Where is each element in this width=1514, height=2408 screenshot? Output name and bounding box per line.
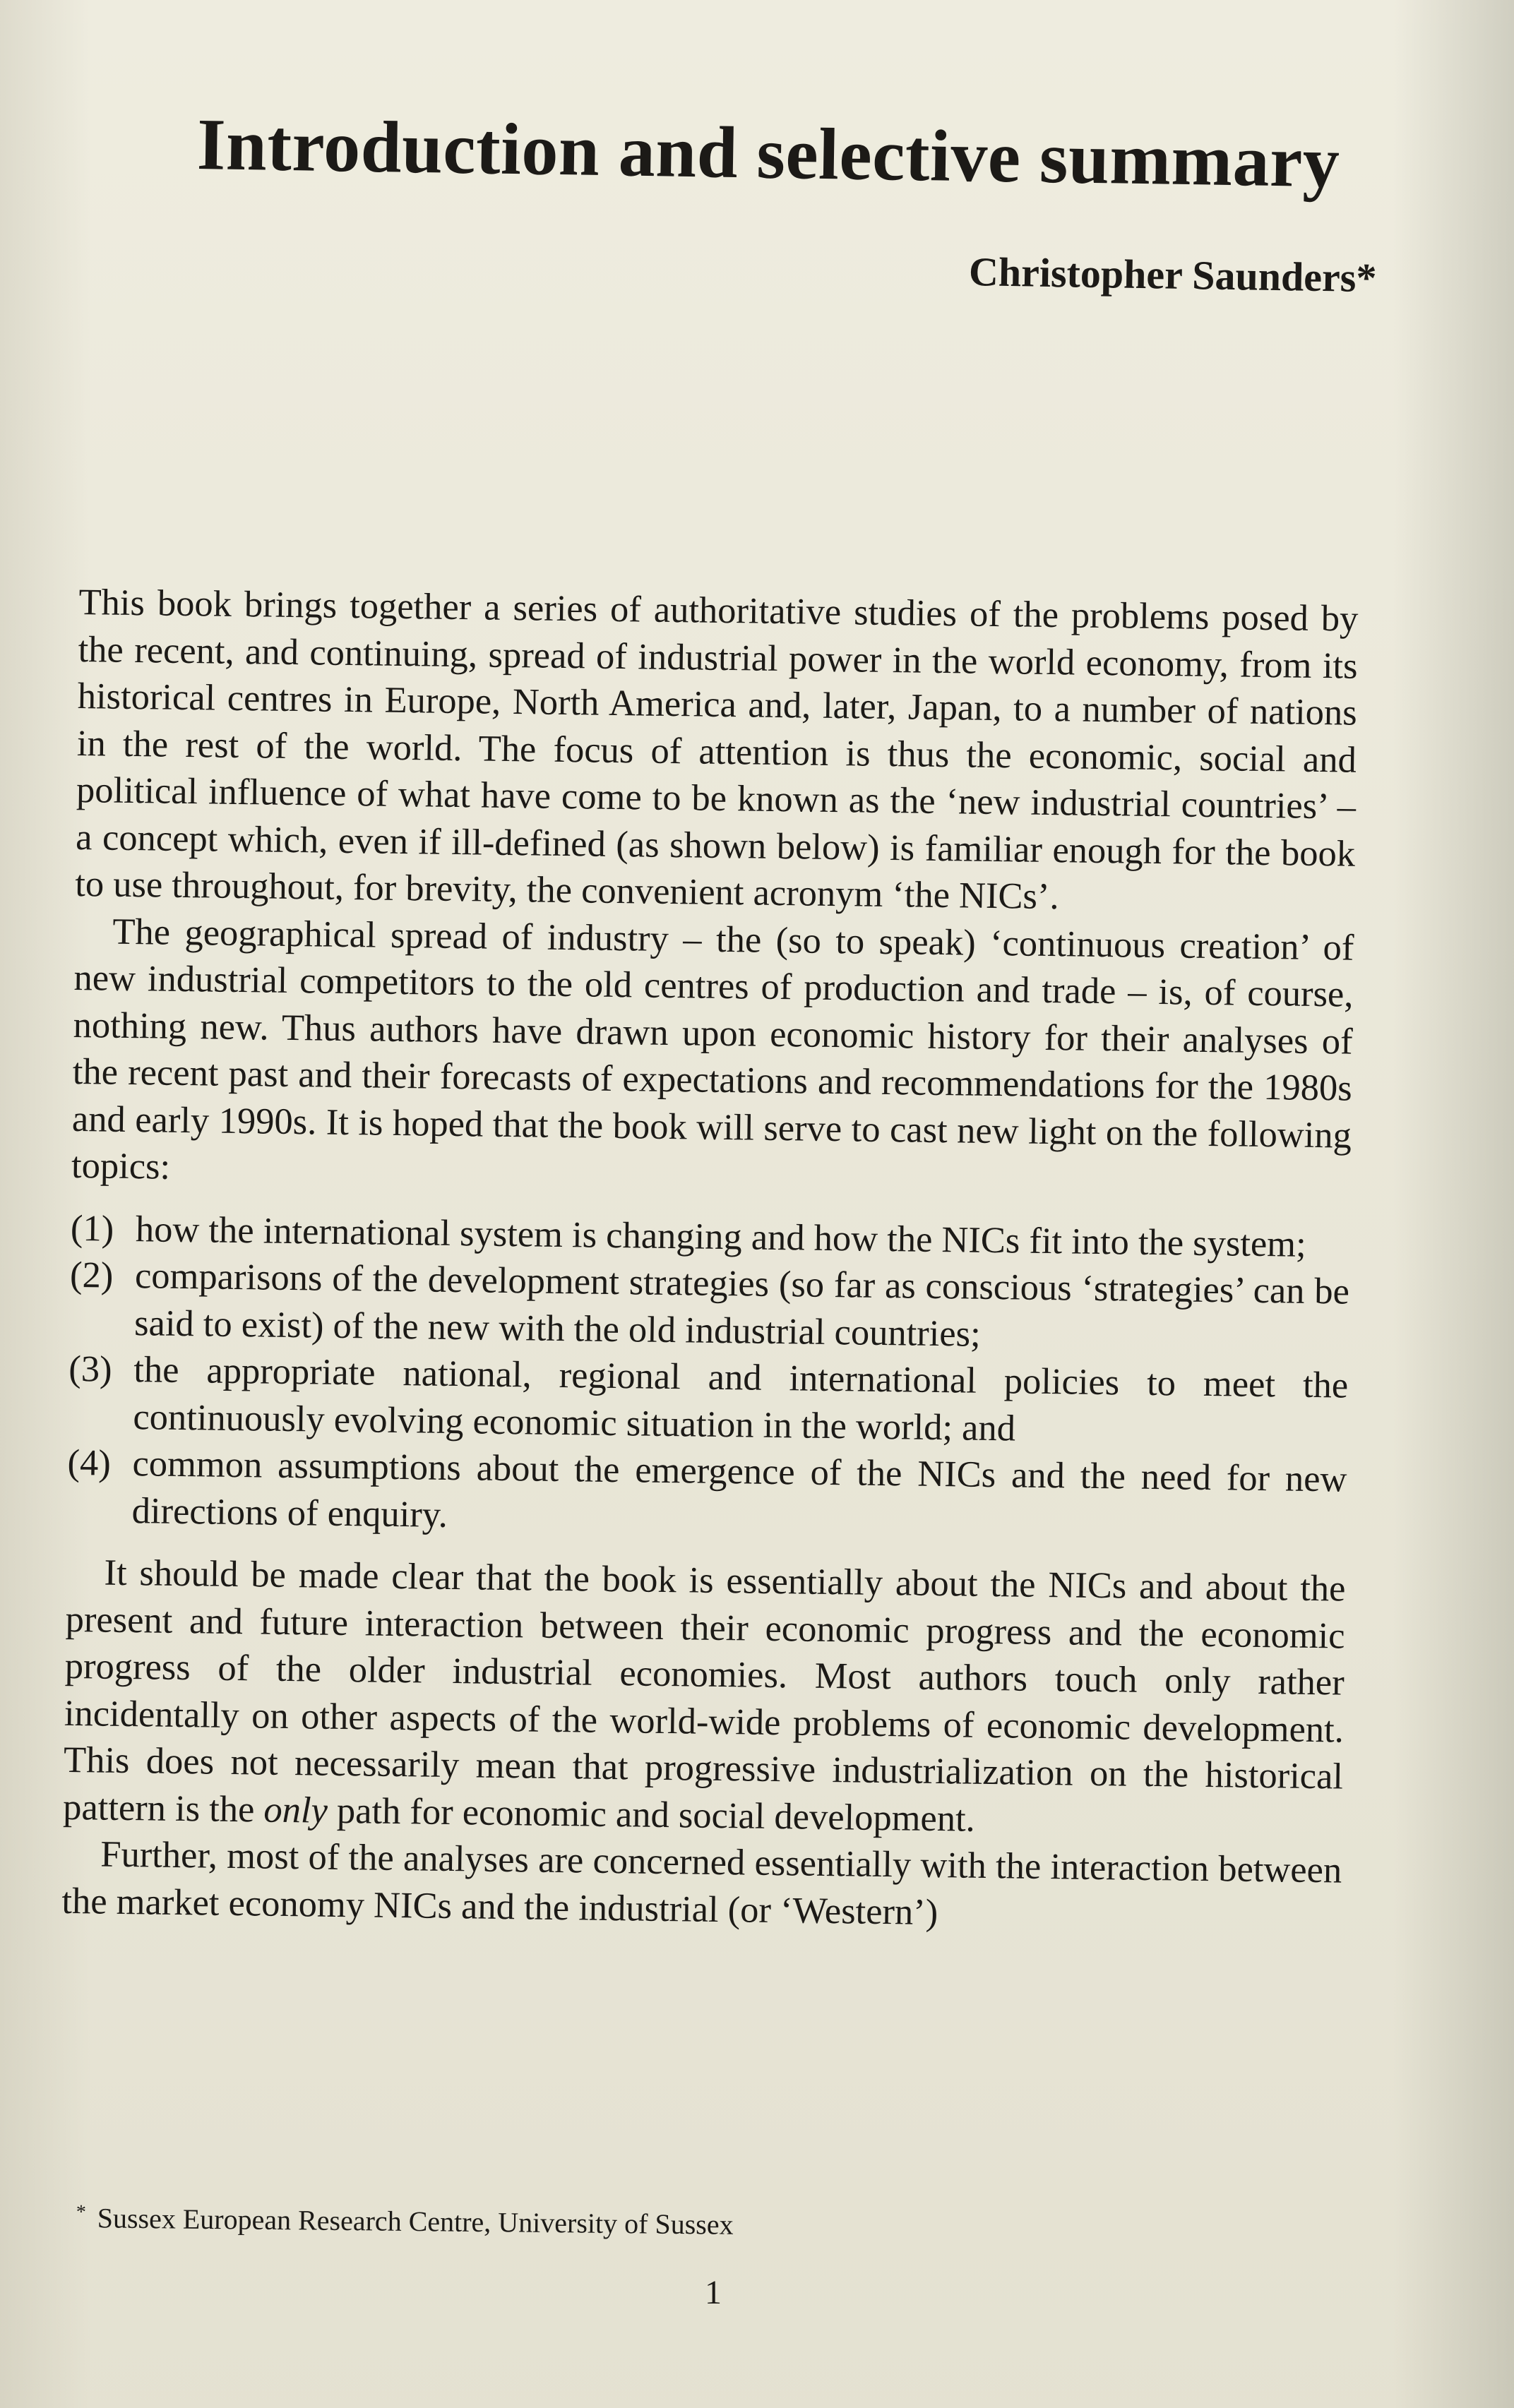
footnote — [76, 2201, 1206, 2246]
paragraph-3 — [63, 1549, 1346, 1847]
paragraph-3-text-end: path for economic and social development. — [327, 1790, 976, 1840]
list-item-number: (2) — [69, 1254, 114, 1296]
list-item-number: (3) — [68, 1348, 112, 1390]
footnote-mark: * — [76, 2201, 86, 2224]
footnote-text: Sussex European Research Centre, University of Sussex — [97, 2202, 734, 2241]
paragraph-3-emphasis: only — [263, 1789, 328, 1831]
paragraph-1: This book brings together a series of authoritative studies of the problems posed by the recent, and continuing, spread of industrial power in the world economy, from its historical centres in Europe, North America and, later, Japan, to a number of nations in the rest of the world. The focus of attention is thus the economic, social and political influence of what have come to be known as the ‘new industrial countries’ – a concept which, even if ill-defined (as shown below) is familiar enough for the book to use throughout, for brevity, the convenient acronym ‘the NICs’. — [74, 581, 1359, 918]
list-item-text: common assumptions about the emergence of the NICs and the need for new directions of enquiry. — [131, 1443, 1347, 1535]
author-name: Christopher Saunders* — [968, 248, 1377, 301]
list-item-text: comparisons of the development strategies (so far as conscious ‘strategies’ can be said to exist) of the new with the old industrial countries; — [133, 1255, 1350, 1355]
paragraph-3-text-start: It should be made clear that the book is essentially about the NICs and about the present and future interaction between their economic progress and the economic progress of the older industrial economies. Most authors touch only rather incidentally on other aspects of the world-wide problems of economic development. This does not necessarily mean that progressive industrialization on the historical pattern is the — [62, 1552, 1346, 1831]
list-item-number: (4) — [67, 1442, 112, 1484]
list-item — [66, 1439, 1347, 1550]
page-number: 1 — [705, 2274, 722, 2311]
list-item-text: how the international system is changing and how the NICs fit into the system; — [135, 1208, 1307, 1265]
paragraph-2: The geographical spread of industry – the (so to speak) ‘continuous creation’ of new industrial competitors to the old centres of production and trade – is, of course, nothing new. Thus authors have drawn upon economic history for their analyses of the recent past and their forecasts of expectations and recommendations for the 1980s and early 1990s. It is hoped that the book will serve to cast new light on the following topics: — [71, 911, 1354, 1187]
list-item — [69, 1252, 1350, 1362]
list-item — [68, 1346, 1349, 1456]
list-item-number: (1) — [70, 1207, 114, 1250]
chapter-title: Introduction and selective summary — [196, 103, 1341, 203]
paragraph-4: Further, most of the analyses are concerned essentially with the interaction between the market economy NICs and the industrial (or ‘Western’) — [61, 1833, 1342, 1933]
body-text — [61, 579, 1359, 1941]
topic-list — [66, 1204, 1350, 1550]
list-item-text: the appropriate national, regional and international policies to meet the continuously evolving economic situation in the world; and — [133, 1349, 1349, 1449]
